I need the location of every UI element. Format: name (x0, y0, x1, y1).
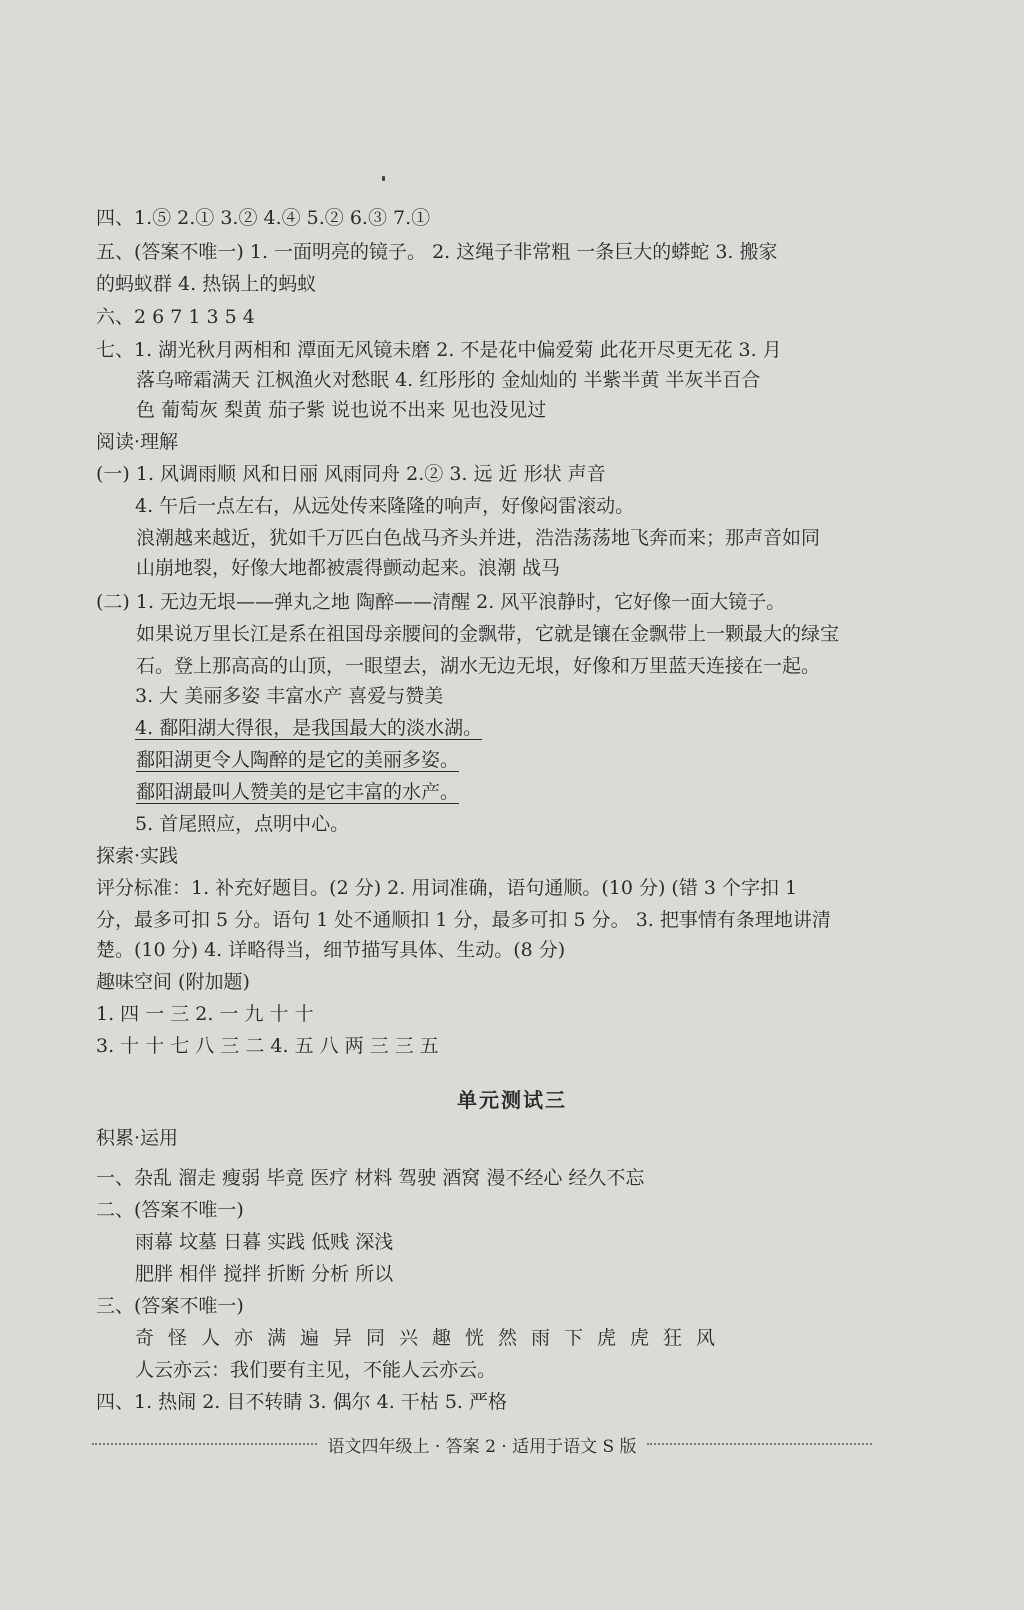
answer-line-7-cont-2: 色 葡萄灰 梨黄 茄子紫 说也说不出来 见也没见过 (136, 399, 547, 421)
accumulate-q3-chars: 奇怪人亦满遍异同兴趣恍然雨下虎虎狂风 (135, 1327, 730, 1349)
answer-line-5-cont: 的蚂蚁群 4. 热锅上的蚂蚁 (96, 273, 317, 295)
answer-line-7-cont-1: 落乌啼霜满天 江枫渔火对愁眠 4. 红彤彤的 金灿灿的 半紫半黄 半灰半百合 (136, 369, 761, 391)
reading-1-q4-cont-2: 山崩地裂，好像大地都被震得颤动起来。浪潮 战马 (136, 557, 561, 579)
reading-2-q4-line-3: 鄱阳湖最叫人赞美的是它丰富的水产。 (136, 781, 460, 803)
scoring-line-3: 楚。(10 分) 4. 详略得当，细节描写具体、生动。(8 分) (96, 939, 566, 961)
accumulate-q4: 四、1. 热闹 2. 目不转睛 3. 偶尔 4. 干枯 5. 严格 (96, 1391, 507, 1413)
reading-2-q2-cont-2: 石。登上那高高的山顶，一眼望去，湖水无边无垠，好像和万里蓝天连接在一起。 (136, 655, 821, 677)
footer-rule-left (92, 1443, 317, 1445)
scoring-line-1: 评分标准：1. 补充好题目。(2 分) 2. 用词准确，语句通顺。(10 分) (错 3 个字扣 1 (96, 877, 798, 899)
answer-line-4: 四、1.⑤ 2.① 3.② 4.④ 5.② 6.③ 7.① (96, 207, 431, 229)
section-bonus-heading: 趣味空间 (附加题) (96, 971, 250, 993)
reading-2-q4-line-1: 4. 鄱阳湖大得很，是我国最大的淡水湖。 (135, 717, 483, 739)
bonus-line-1: 1. 四 一 三 2. 一 九 十 十 (96, 1003, 314, 1025)
answer-line-5: 五、(答案不唯一) 1. 一面明亮的镜子。 2. 这绳子非常粗 一条巨大的蟒蛇 3. 搬家 (96, 241, 778, 263)
answer-line-6: 六、2 6 7 1 3 5 4 (96, 306, 255, 328)
bonus-line-2: 3. 十 十 七 八 三 二 4. 五 八 两 三 三 五 (96, 1035, 439, 1057)
reading-1-q1: (一) 1. 风调雨顺 风和日丽 风雨同舟 2.② 3. 远 近 形状 声音 (96, 463, 606, 485)
accumulate-q2: 二、(答案不唯一) (96, 1199, 244, 1221)
answer-line-7: 七、1. 湖光秋月两相和 潭面无风镜未磨 2. 不是花中偏爱菊 此花开尽更无花 3. 月 (96, 339, 782, 361)
section-practice-heading: 探索·实践 (96, 845, 179, 867)
reading-2-q5: 5. 首尾照应，点明中心。 (135, 813, 350, 835)
reading-2-q1: (二) 1. 无边无垠——弹丸之地 陶醉——清醒 2. 风平浪静时，它好像一面大镜子。 (96, 591, 786, 613)
footer-rule-right (647, 1443, 872, 1445)
accumulate-q1: 一、杂乱 溜走 瘦弱 毕竟 医疗 材料 驾驶 酒窝 漫不经心 经久不忘 (96, 1167, 645, 1189)
section-title: 单元测试三 (457, 1088, 567, 1112)
accumulate-q2-row-1: 雨幕 坟墓 日暮 实践 低贱 深浅 (135, 1231, 394, 1253)
reading-2-q4-line-2: 鄱阳湖更令人陶醉的是它的美丽多姿。 (136, 749, 460, 771)
footer-text: 语文四年级上 · 答案 2 · 适用于语文 S 版 (327, 1436, 637, 1457)
page-footer (92, 1432, 872, 1456)
reading-2-q3: 3. 大 美丽多姿 丰富水产 喜爱与赞美 (135, 685, 444, 707)
accumulate-q3: 三、(答案不唯一) (96, 1295, 244, 1317)
scoring-line-2: 分，最多可扣 5 分。语句 1 处不通顺扣 1 分，最多可扣 5 分。 3. 把事情有条理地讲清 (96, 909, 831, 931)
accumulate-q2-row-2: 肥胖 相伴 搅拌 折断 分析 所以 (135, 1263, 394, 1285)
print-speck (382, 176, 385, 181)
accumulate-q3-sentence: 人云亦云：我们要有主见，不能人云亦云。 (135, 1359, 497, 1381)
section-accumulate-heading: 积累·运用 (96, 1127, 179, 1149)
reading-2-q2-cont-1: 如果说万里长江是系在祖国母亲腰间的金飘带，它就是镶在金飘带上一颗最大的绿宝 (136, 623, 840, 645)
reading-1-q4: 4. 午后一点左右，从远处传来隆隆的响声，好像闷雷滚动。 (135, 495, 635, 517)
reading-1-q4-cont-1: 浪潮越来越近，犹如千万匹白色战马齐头并进，浩浩荡荡地飞奔而来；那声音如同 (136, 527, 821, 549)
section-reading-heading: 阅读·理解 (96, 431, 179, 453)
